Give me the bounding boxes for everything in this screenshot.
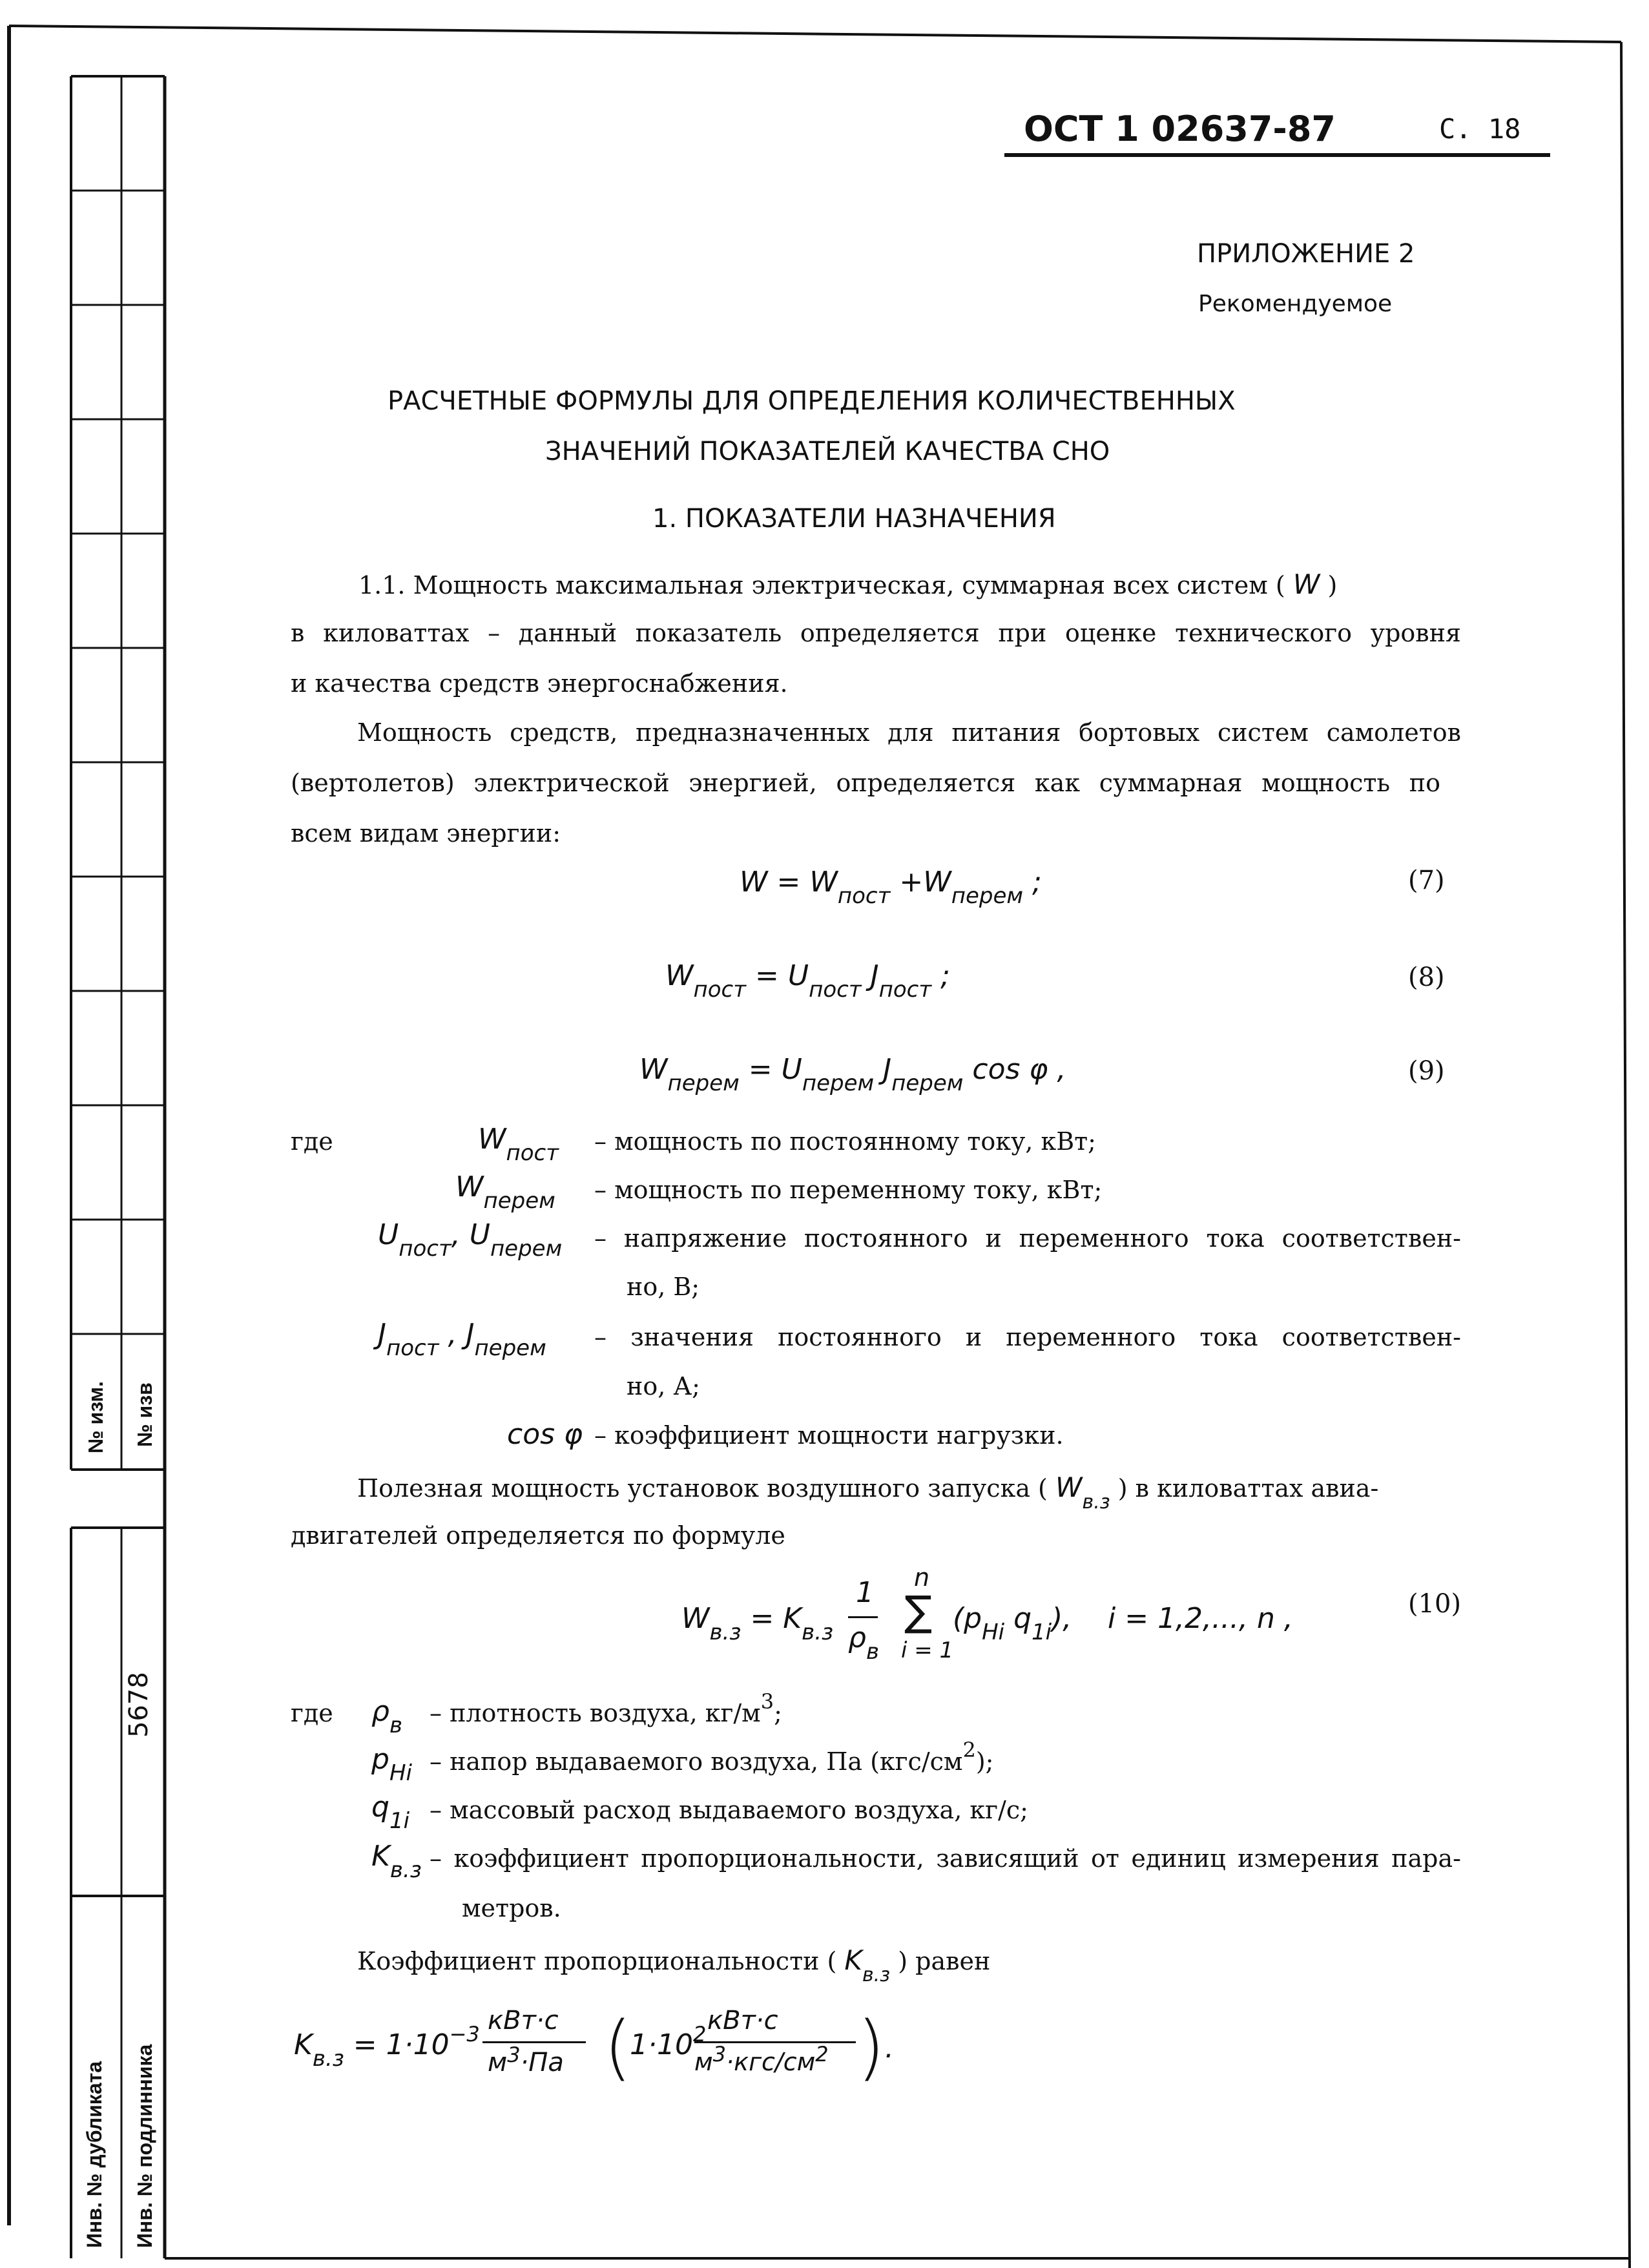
appendix-status: Рекомендуемое [1198,291,1393,317]
symbol-p-hi: $p_{Hi}$ [371,1743,412,1786]
sidebar-duplicate-label: Инв. № дубликата [83,2061,106,2248]
symbol-cos-phi: cos φ [507,1418,583,1451]
definition-u: – напряжение постоянного и переменного тока соответствен- [594,1224,1461,1253]
symbol-w-vz: $W_{в.з}$ [1055,1472,1110,1514]
symbol-w-post: $W_{пост}$ [478,1123,559,1166]
definition-w-post: – мощность по постоянному току, кВт; [594,1127,1096,1156]
equation-8-number: (8) [1408,962,1445,992]
where-label-2: где [291,1699,333,1727]
equation-10-number: (10) [1408,1589,1462,1619]
definition-cos-phi: – коэффициент мощности нагрузки. [594,1421,1064,1450]
equation-8: $W_{пост} = U_{пост}$ $J_{пост}$ ; [665,959,950,1003]
definition-j: – значения постоянного и переменного тока соответствен- [594,1323,1461,1351]
paragraph-3-line-1: Полезная мощность установок воздушного запуска ( $W_{в.з}$ ) в киловаттах авиа- [357,1472,1379,1514]
equation-7: $W = W_{пост} +W_{перем}$ ; [740,866,1042,909]
definition-j-cont: но, А; [627,1372,700,1400]
definition-k-vz: – коэффициент пропорциональности, зависящий от единиц измерения пара- [430,1844,1461,1873]
sidebar-inventory-number: 5678 [124,1672,154,1738]
equation-9-number: (9) [1408,1056,1445,1086]
equation-10: $W_{в.з} = K_{в.з}$ 1 $\rho_в$ n ∑ i = 1 ($p_{Hi}$ $q_{1i}$), i = 1,2,..., n , [681,1563,1293,1665]
document-title-line-2: ЗНАЧЕНИЙ ПОКАЗАТЕЛЕЙ КАЧЕСТВА СНО [545,437,1110,466]
definition-k-vz-cont: метров. [462,1894,561,1922]
paragraph-4: Коэффициент пропорциональности ( $K_{в.з}$ ) равен [357,1944,991,1986]
coefficient-formula: $K_{в.з} = 1\cdot 10^{-3}$ кВт·с $м^3\cdot Па$ ( $1\cdot 10^2$ кВт·с $м^3\cdot кгс/см^2$ ) . [294,2006,894,2088]
sidebar-notice-number: № изв [133,1382,156,1447]
paragraph-3-line-2: двигателей определяется по формуле [291,1521,785,1550]
paragraph-1-line-1: 1.1. Мощность максимальная электрическая, суммарная всех систем ( W ) [358,568,1338,600]
appendix-title: ПРИЛОЖЕНИЕ 2 [1197,239,1415,269]
paragraph-1-line-2: в киловаттах – данный показатель определяется при оценке технического уровня [291,619,1461,647]
definition-q-1i: – массовый расход выдаваемого воздуха, кг/с; [430,1796,1028,1824]
symbol-k-vz: $K_{в.з}$ [371,1840,422,1883]
paragraph-2-line-2: (вертолетов) электрической энергией, определяется как суммарная мощность по [291,769,1440,797]
sidebar-original-label: Инв. № подлинника [133,2044,156,2248]
page-number: С. 18 [1439,113,1521,145]
symbol-j-post-perem: $J_{пост}$ , $J_{перем}$ [378,1318,546,1361]
symbol-u-post-perem: $U_{пост}$, $U_{перем}$ [378,1218,563,1262]
paragraph-2-line-1: Мощность средств, предназначенных для питания бортовых систем самолетов [357,718,1461,747]
document-title-line-1: РАСЧЕТНЫЕ ФОРМУЛЫ ДЛЯ ОПРЕДЕЛЕНИЯ КОЛИЧЕСТВЕННЫХ [388,386,1236,416]
definition-rho-v: – плотность воздуха, $кг/м^3$; [430,1689,782,1727]
equation-7-number: (7) [1408,866,1445,895]
equation-9: $W_{перем} = U_{перем}$ $J_{перем}$ cos φ , [639,1053,1066,1096]
definition-u-cont: но, В; [627,1273,700,1301]
where-label-1: где [291,1127,333,1156]
standard-number: ОСТ 1 02637-87 [1024,109,1336,149]
symbol-w-perem: $W_{перем}$ [455,1170,555,1214]
symbol-rho-v: $\rho_в$ [371,1695,402,1738]
sidebar-change-number: № изм. [84,1381,107,1453]
definition-p-hi: – напор выдаваемого воздуха, Па $(кгс/см^2)$; [430,1738,994,1776]
section-heading: 1. ПОКАЗАТЕЛИ НАЗНАЧЕНИЯ [652,504,1056,534]
paragraph-1-line-3: и качества средств энергоснабжения. [291,669,788,698]
symbol-q-1i: $q_{1i}$ [371,1791,410,1834]
paragraph-2-line-3: всем видам энергии: [291,819,561,848]
symbol-w: W [1292,568,1320,600]
definition-w-perem: – мощность по переменному току, кВт; [594,1176,1103,1204]
